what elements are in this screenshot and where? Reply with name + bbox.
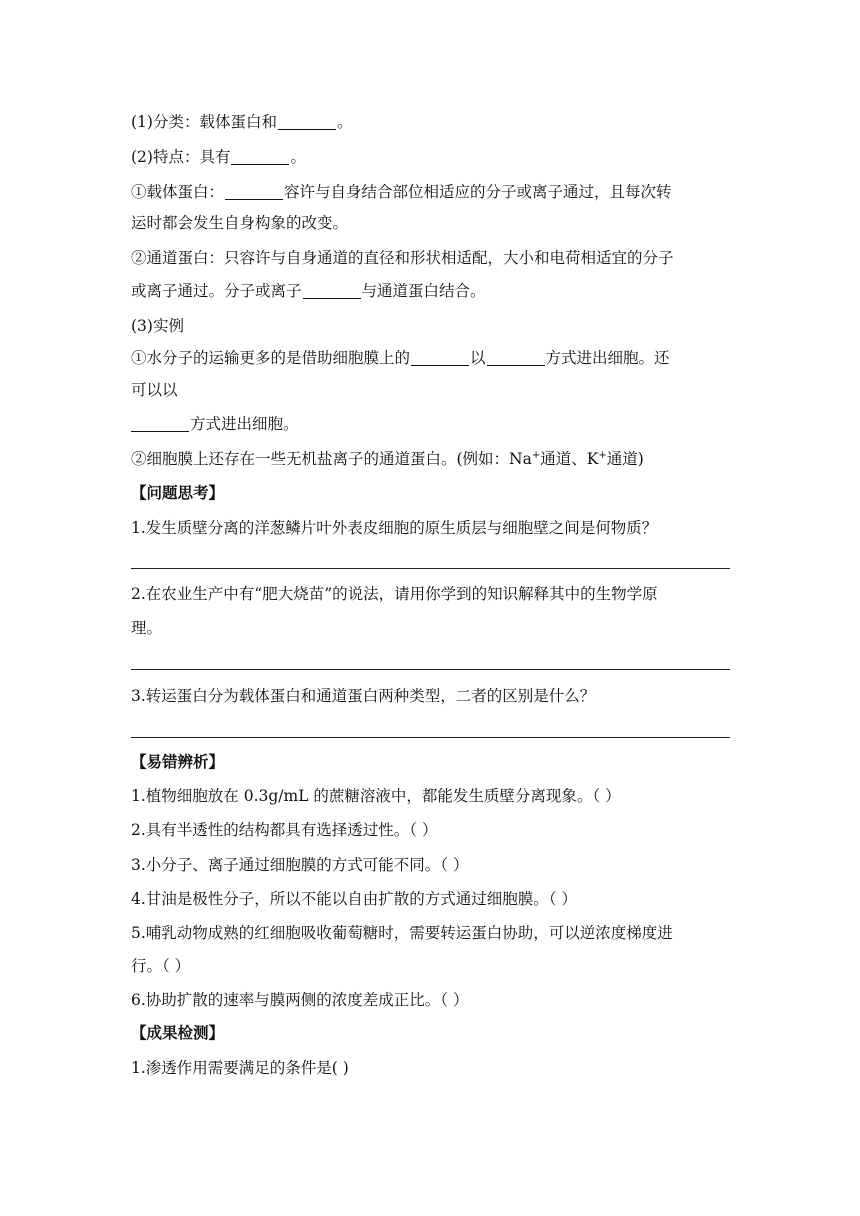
question-3: 3.转运蛋白分为载体蛋白和通道蛋白两种类型，二者的区别是什么？: [131, 687, 596, 705]
error-item-5-cont: 行。（ ）: [131, 957, 191, 975]
water-transport-line-2: 可以以: [131, 381, 178, 399]
question-1: 1.发生质壁分离的洋葱鳞片叶外表皮细胞的原生质层与细胞壁之间是何物质？: [131, 519, 658, 537]
water-transport-line: ①水分子的运输更多的是借助细胞膜上的 以 方式进出细胞。还: [131, 349, 670, 367]
answer-blank[interactable]: [411, 351, 469, 366]
examples-heading: (3)实例: [131, 317, 184, 335]
feature-line: (2)特点：具有 。: [131, 148, 306, 166]
error-item-6: 6.协助扩散的速率与膜两侧的浓度差成正比。（ ）: [131, 991, 469, 1009]
error-item-1: 1.植物细胞放在 0.3g/mL 的蔗糖溶液中，都能发生质壁分离现象。（ ）: [131, 787, 621, 805]
classification-line: (1)分类：载体蛋白和 。: [131, 113, 353, 131]
question-2: 2.在农业生产中有“肥大烧苗”的说法，请用你学到的知识解释其中的生物学原: [131, 585, 658, 603]
answer-blank[interactable]: [131, 417, 189, 432]
answer-blank[interactable]: [231, 150, 289, 165]
answer-blank[interactable]: [278, 115, 336, 130]
channel-protein-line-2: 或离子通过。分子或离子 与通道蛋白结合。: [131, 282, 486, 300]
carrier-protein-line-2: 运时都会发生自身构象的改变。: [131, 214, 349, 232]
questions-heading: 【问题思考】: [131, 483, 225, 502]
answer-blank[interactable]: [487, 351, 545, 366]
channel-protein-line: ②通道蛋白：只容许与自身通道的直径和形状相适配，大小和电荷相适宜的分子: [131, 249, 674, 267]
water-transport-line-3: 方式进出细胞。: [131, 414, 730, 434]
answer-line-1[interactable]: [131, 568, 730, 569]
errors-heading: 【易错辨析】: [131, 752, 225, 771]
ion-channel-line: ②细胞膜上还存在一些无机盐离子的通道蛋白。(例如：Na+通道、K+通道): [131, 450, 644, 468]
error-item-3: 3.小分子、离子通过细胞膜的方式可能不同。（ ）: [131, 856, 469, 874]
answer-line-3[interactable]: [131, 737, 730, 738]
carrier-protein-line: ①载体蛋白： 容许与自身结合部位相适应的分子或离子通过，且每次转: [131, 183, 672, 201]
error-item-4: 4.甘油是极性分子，所以不能以自由扩散的方式通过细胞膜。（ ）: [131, 890, 577, 908]
result-question-1: 1.渗透作用需要满足的条件是( ): [131, 1059, 349, 1077]
answer-line-2[interactable]: [131, 669, 730, 670]
answer-blank[interactable]: [303, 284, 361, 299]
answer-blank[interactable]: [225, 185, 283, 200]
question-2-cont: 理。: [131, 619, 163, 637]
results-heading: 【成果检测】: [131, 1023, 225, 1042]
error-item-5: 5.哺乳动物成熟的红细胞吸收葡萄糖时，需要转运蛋白协助，可以逆浓度梯度进: [131, 924, 673, 942]
error-item-2: 2.具有半透性的结构都具有选择透过性。（ ）: [131, 821, 438, 839]
